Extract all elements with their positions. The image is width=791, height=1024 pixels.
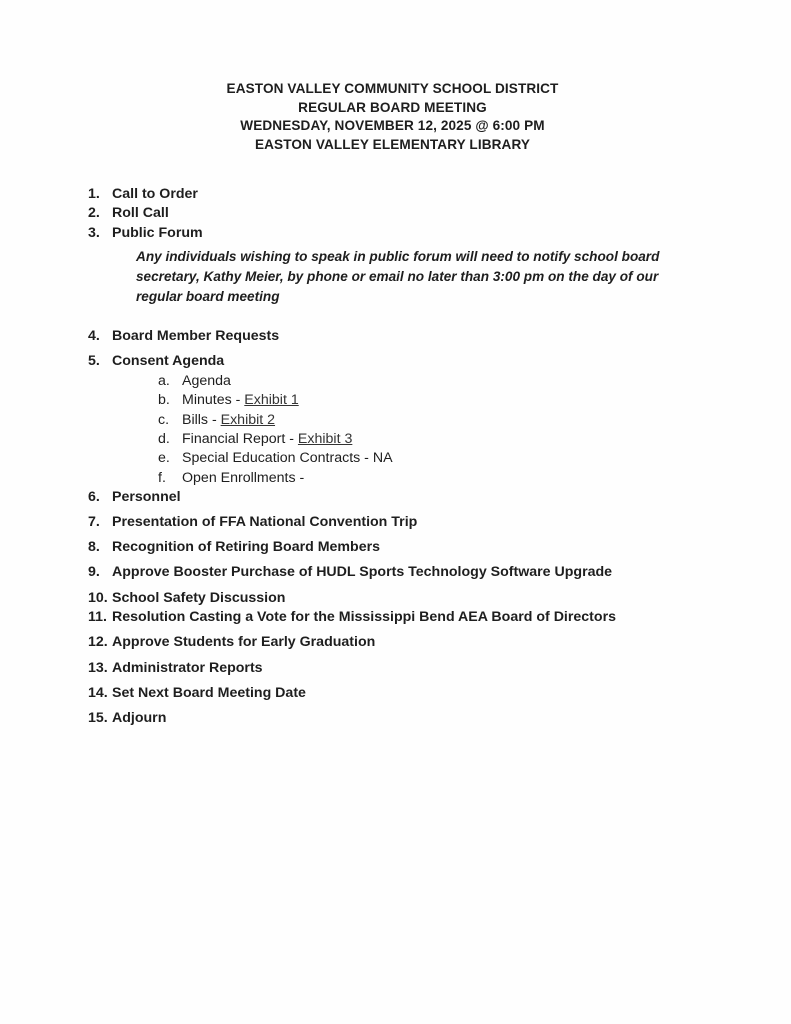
item-number: 2. — [88, 205, 100, 221]
subitem-text: Minutes - — [182, 392, 245, 408]
exhibit-3-link[interactable]: Exhibit 3 — [297, 431, 353, 447]
consent-subitem — [158, 391, 299, 409]
item-label: School Safety Discussion — [112, 590, 286, 606]
agenda-item — [88, 563, 612, 581]
meeting-location: EASTON VALLEY ELEMENTARY LIBRARY — [254, 136, 531, 152]
agenda-item — [88, 684, 306, 702]
district-name: EASTON VALLEY COMMUNITY SCHOOL DISTRICT — [226, 81, 559, 96]
item-label: Presentation of FFA National Convention Trip — [112, 514, 418, 530]
consent-subitem — [158, 430, 352, 448]
agenda-item — [88, 204, 169, 222]
item-label: Public Forum — [112, 225, 203, 241]
item-number: 13. — [88, 660, 108, 676]
public-forum-note — [136, 247, 736, 307]
item-number: 12. — [88, 634, 108, 650]
item-label: Approve Students for Early Graduation — [112, 634, 376, 650]
item-label: Adjourn — [112, 710, 167, 726]
subitem-text: Bills - — [182, 412, 221, 428]
item-number: 1. — [88, 186, 100, 202]
item-number: 4. — [88, 328, 100, 344]
subitem-letter: d. — [158, 431, 170, 447]
agenda-item — [88, 488, 181, 506]
item-number: 10. — [88, 590, 108, 606]
subitem-letter: b. — [158, 392, 170, 408]
agenda-item — [88, 633, 375, 651]
consent-subitem — [158, 372, 231, 390]
subitem-text: Special Education Contracts - NA — [182, 450, 393, 466]
document-header — [0, 80, 785, 154]
note-line: regular board meeting — [136, 289, 280, 304]
item-number: 9. — [88, 564, 100, 580]
item-label: Personnel — [112, 489, 181, 505]
agenda-item — [88, 513, 417, 531]
consent-subitem — [158, 469, 304, 487]
item-number: 15. — [88, 710, 108, 726]
subitem-letter: c. — [158, 412, 170, 428]
item-label: Set Next Board Meeting Date — [112, 685, 306, 701]
item-label: Roll Call — [112, 205, 169, 221]
consent-subitem — [158, 449, 393, 467]
item-label: Approve Booster Purchase of HUDL Sports Technology Software Upgrade — [112, 564, 613, 580]
exhibit-2-link[interactable]: Exhibit 2 — [220, 412, 276, 428]
subitem-letter: a. — [158, 373, 170, 389]
item-label: Board Member Requests — [112, 328, 280, 344]
agenda-item — [88, 185, 198, 203]
agenda-item — [88, 327, 279, 345]
subitem-letter: e. — [158, 450, 170, 466]
consent-subitem — [158, 411, 275, 429]
item-label: Consent Agenda — [112, 353, 225, 369]
item-label: Resolution Casting a Vote for the Mississippi Bend AEA Board of Directors — [112, 609, 616, 625]
meeting-date: WEDNESDAY, NOVEMBER 12, 2025 @ 6:00 PM — [240, 118, 545, 134]
subitem-text: Agenda — [182, 373, 231, 389]
agenda-item — [88, 224, 203, 242]
exhibit-1-link[interactable]: Exhibit 1 — [244, 392, 299, 408]
agenda-item — [88, 608, 616, 626]
item-label: Administrator Reports — [112, 660, 263, 676]
meeting-type: REGULAR BOARD MEETING — [298, 99, 487, 115]
item-number: 5. — [88, 353, 100, 369]
agenda-item — [88, 589, 285, 607]
subitem-text: Open Enrollments - — [182, 470, 305, 486]
item-number: 8. — [88, 539, 100, 555]
item-number: 7. — [88, 514, 100, 530]
item-number: 6. — [88, 489, 100, 505]
agenda-item — [88, 352, 224, 370]
item-label: Call to Order — [112, 186, 198, 202]
agenda-item — [88, 538, 380, 556]
subitem-text: Financial Report - — [182, 431, 298, 447]
agenda-item — [88, 709, 166, 727]
item-number: 11. — [88, 609, 107, 625]
note-line: Any individuals wishing to speak in public forum will need to notify school board — [136, 249, 660, 264]
item-label: Recognition of Retiring Board Members — [112, 539, 381, 555]
subitem-letter: f. — [158, 470, 166, 486]
agenda-item — [88, 659, 263, 677]
note-line: secretary, Kathy Meier, by phone or email no later than 3:00 pm on the day of our — [136, 269, 659, 284]
item-number: 14. — [88, 685, 108, 701]
item-number: 3. — [88, 225, 100, 241]
